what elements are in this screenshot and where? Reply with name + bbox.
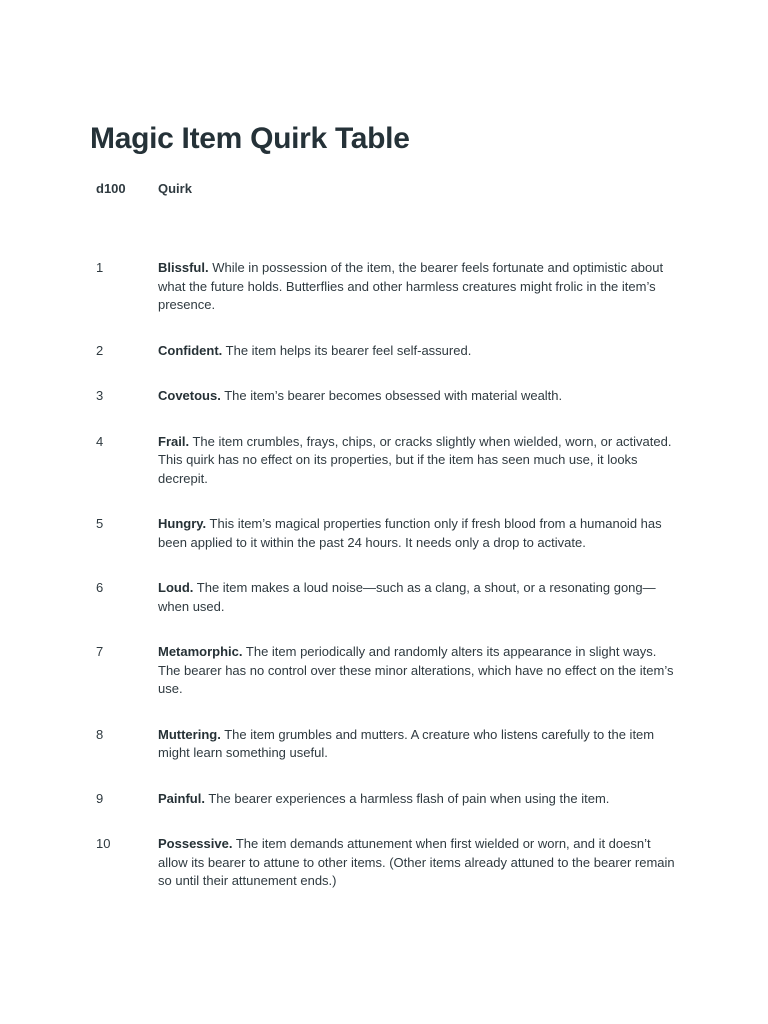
roll-cell: 1 (96, 260, 104, 275)
quirk-name: Loud. (158, 580, 194, 595)
quirk-name: Possessive. (158, 836, 233, 851)
quirk-cell (158, 342, 680, 361)
table-row (90, 515, 680, 552)
quirk-text: The bearer experiences a harmless flash of pain when using the item. (204, 790, 610, 806)
quirk-cell (158, 387, 680, 406)
quirk-text: The item makes a loud noise—such as a clang, a shout, or a resonating gong—when used. (158, 580, 656, 614)
roll-cell: 3 (96, 388, 104, 403)
roll-cell: 9 (96, 790, 104, 806)
roll-cell: 10 (96, 836, 111, 851)
quirk-name: Frail. (158, 433, 190, 449)
quirk-text: The item crumbles, frays, chips, or cracks slightly when wielded, worn, or activated. This quirk has no effect on its properties, but if the item has seen much use, it looks decrepit. (158, 433, 672, 486)
quirk-text: The item’s bearer becomes obsessed with material wealth. (220, 388, 563, 403)
table-row (90, 726, 680, 763)
quirk-text: This item’s magical properties function only if fresh blood from a humanoid has been applied to it within the past 24 hours. It needs only a drop to activate. (158, 516, 662, 550)
table-row (90, 342, 680, 361)
quirk-name: Metamorphic. (158, 644, 243, 659)
roll-cell: 8 (96, 726, 104, 742)
quirk-name: Blissful. (158, 260, 209, 275)
table-row (90, 579, 680, 616)
quirk-cell (158, 579, 680, 616)
table-row (90, 387, 680, 406)
roll-cell: 7 (96, 644, 104, 659)
quirk-text: While in possession of the item, the bearer feels fortunate and optimistic about what the future holds. Butterflies and other harmless creatures might frolic in the item’s presence. (158, 260, 664, 312)
table-row (90, 433, 680, 489)
roll-cell: 2 (96, 342, 104, 358)
page-title: Magic Item Quirk Table (90, 122, 410, 155)
quirk-table-body (90, 259, 680, 891)
quirk-name: Painful. (158, 790, 205, 806)
header-roll: d100 (96, 181, 126, 196)
quirk-text: The item demands attunement when first wielded or worn, and it doesn’t allow its bearer to attune to other items. (Other items already attuned to the bearer remain so until their attunement ends.) (158, 836, 675, 888)
table-row (90, 790, 680, 809)
quirk-cell (158, 643, 680, 699)
quirk-cell (158, 515, 680, 552)
quirk-name: Hungry. (158, 516, 207, 531)
quirk-cell (158, 835, 680, 891)
roll-cell: 5 (96, 516, 104, 531)
quirk-cell (158, 790, 680, 809)
table-header (90, 180, 680, 198)
quirk-text: The item periodically and randomly alters its appearance in slight ways. The bearer has no control over these minor alterations, which have no effect on the item’s use. (158, 644, 674, 696)
quirk-name: Covetous. (158, 388, 221, 403)
table-row (90, 835, 680, 891)
quirk-cell (158, 726, 680, 763)
quirk-name: Confident. (158, 342, 223, 358)
document-page (90, 118, 680, 918)
quirk-text: The item helps its bearer feel self-assured. (222, 342, 472, 358)
header-quirk: Quirk (158, 181, 192, 196)
quirk-name: Muttering. (158, 726, 221, 742)
roll-cell: 4 (96, 433, 104, 449)
table-row (90, 643, 680, 699)
table-row (90, 259, 680, 315)
quirk-text: The item grumbles and mutters. A creature who listens carefully to the item might learn something useful. (158, 726, 655, 760)
quirk-cell (158, 433, 680, 489)
quirk-cell (158, 259, 680, 315)
roll-cell: 6 (96, 580, 104, 595)
